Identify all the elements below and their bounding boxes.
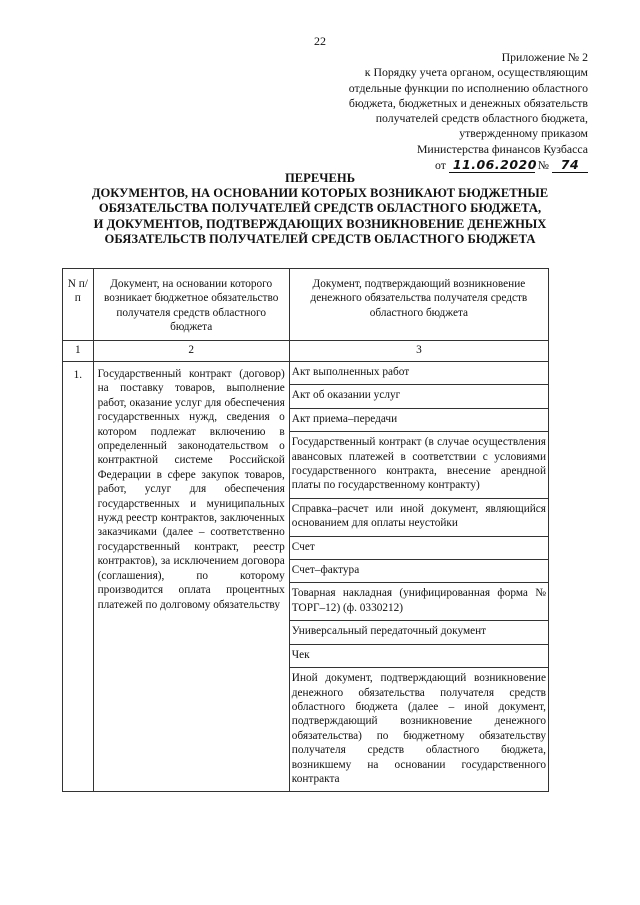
header-basis-document: Документ, на основании которого возникает бюджетное обязательство получателя средств областного бюджета	[93, 269, 289, 341]
list-item: Чек	[290, 644, 548, 667]
appendix-line: утвержденному приказом	[459, 126, 588, 141]
handwritten-date: 11.06.2020	[449, 157, 535, 173]
confirming-documents-list	[290, 362, 548, 791]
basis-document-cell: Государственный контракт (договор) на поставку товаров, выполнение работ, оказание услуг для обеспечения государственных нужд, сведения о котором подлежат включению в определенный законодательством о контрактной системе Российской Федерации в сфере закупок товаров, работ, услуг для обеспечения государственных и муниципальных нужд реестр контрактов, заключенных заказчиками (далее – соответственно государственный контракт, реестр контрактов), за исключением договора (соглашения), по которому производится оплата процентных платежей по долговому обязательству	[93, 362, 289, 792]
appendix-line: получателей средств областного бюджета,	[375, 111, 588, 126]
column-number: 2	[93, 341, 289, 362]
table-column-numbers-row	[63, 341, 549, 362]
list-item: Счет	[290, 536, 548, 559]
title-line: ДОКУМЕНТОВ, НА ОСНОВАНИИ КОТОРЫХ ВОЗНИКАЮТ БЮДЖЕТНЫЕ	[91, 186, 549, 201]
title-line: ПЕРЕЧЕНЬ	[284, 171, 356, 185]
list-item: Универсальный передаточный документ	[290, 621, 548, 644]
appendix-line: Министерства финансов Кузбасса	[416, 141, 588, 156]
table-row	[63, 362, 549, 792]
title-line: И ДОКУМЕНТОВ, ПОДТВЕРЖДАЮЩИХ ВОЗНИКНОВЕНИЕ ДЕНЕЖНЫХ	[93, 216, 547, 231]
confirming-documents-cell	[289, 362, 548, 792]
list-item: Государственный контракт (в случае осуществления авансовых платежей в соответствии с условиями государственного контракта, внесение арендной платы по государственному контракту)	[290, 432, 548, 499]
header-confirming-document: Документ, подтверждающий возникновение денежного обязательства получателя средств областного бюджета	[289, 269, 548, 341]
appendix-line: отдельные функции по исполнению областного	[348, 80, 588, 95]
date-prefix: от	[434, 158, 446, 173]
row-number: 1.	[63, 362, 94, 792]
appendix-line: Приложение № 2	[501, 50, 588, 64]
appendix-line: к Порядку учета органом, осуществляющим	[364, 65, 588, 80]
table-header-row	[63, 269, 549, 341]
document-title	[80, 171, 560, 247]
title-line: ОБЯЗАТЕЛЬСТВА ПОЛУЧАТЕЛЕЙ СРЕДСТВ ОБЛАСТНОГО БЮДЖЕТА,	[98, 201, 542, 216]
handwritten-number: 74	[552, 157, 588, 173]
list-item: Акт выполненных работ	[290, 362, 548, 385]
list-item: Иной документ, подтверждающий возникновение денежного обязательства получателя средств областного бюджета (далее – иной документ, подтверждающий возникновение денежного обязательства) по бюджетному обязательству получателя средств областного бюджета, возникшему на основании государственного контракта	[291, 672, 546, 785]
list-item: Акт об оказании услуг	[290, 385, 548, 408]
title-line: ОБЯЗАТЕЛЬСТВ ПОЛУЧАТЕЛЕЙ СРЕДСТВ ОБЛАСТНОГО БЮДЖЕТА	[104, 231, 536, 246]
documents-table	[62, 268, 549, 792]
list-item: Товарная накладная (унифицированная форма № ТОРГ–12) (ф. 0330212)	[290, 583, 548, 621]
column-number: 3	[289, 341, 548, 362]
header-number: N п/п	[63, 269, 94, 341]
list-item: Счет–фактура	[290, 560, 548, 583]
appendix-line: бюджета, бюджетных и денежных обязательств	[348, 95, 588, 110]
list-item: Акт приема–передачи	[290, 408, 548, 431]
appendix-header	[288, 50, 588, 173]
page-number: 22	[314, 34, 326, 48]
column-number: 1	[63, 341, 94, 362]
number-prefix: №	[537, 158, 550, 173]
list-item: Справка–расчет или иной документ, являющийся основанием для оплаты неустойки	[290, 498, 548, 536]
